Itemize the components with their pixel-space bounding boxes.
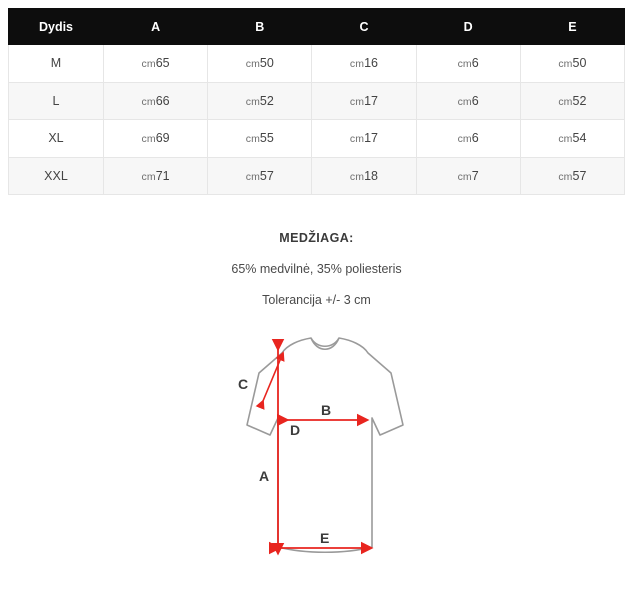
unit-label: cm [558,170,573,183]
column-header-c: C [312,9,416,45]
tshirt-outline [247,338,403,552]
cell-size: XL [9,120,104,158]
unit-label: cm [558,95,573,108]
cell-c [312,82,416,120]
value: 6 [471,56,479,71]
unit-label: cm [141,133,156,146]
unit-label: cm [245,133,260,146]
unit-label: cm [349,133,365,146]
value: 65 [155,56,170,71]
unit-label: cm [349,170,365,183]
cell-b [208,82,312,120]
value: 16 [364,56,379,71]
value: 6 [471,131,479,146]
unit-label: cm [457,95,472,108]
cell-d [416,82,520,120]
value: 7 [471,168,479,183]
size-table [8,8,625,195]
unit-label: cm [558,133,573,146]
unit-label: cm [141,58,156,71]
value: 52 [259,93,274,108]
unit-label: cm [349,95,365,108]
cell-d [416,157,520,195]
material-section [8,231,625,307]
cell-c [312,157,416,195]
unit-label: cm [141,95,156,108]
unit-label: cm [457,170,472,183]
unit-label: cm [245,58,260,71]
table-header-row [9,9,625,45]
cell-b [208,157,312,195]
column-header-d: D [416,9,520,45]
label-a: A [258,468,269,484]
column-header-e: E [520,9,624,45]
table-row [9,120,625,158]
cell-c [312,45,416,83]
material-composition: 65% medvilnė, 35% poliesteris [231,262,402,276]
cell-size: M [9,45,104,83]
value: 71 [155,168,170,183]
unit-label: cm [457,133,472,146]
size-table-body [9,45,625,195]
label-c: C [237,376,248,392]
unit-label: cm [141,170,156,183]
material-tolerance: Tolerancija +/- 3 cm [262,293,371,307]
cell-a [104,120,208,158]
value: 54 [572,131,587,146]
cell-e [520,120,624,158]
unit-label: cm [245,170,260,183]
cell-e [520,82,624,120]
cell-a [104,45,208,83]
value: 57 [572,168,587,183]
table-row [9,157,625,195]
value: 6 [471,93,479,108]
unit-label: cm [349,58,365,71]
cell-d [416,45,520,83]
cell-b [208,120,312,158]
cell-d [416,120,520,158]
tshirt-diagram-svg [175,315,475,577]
table-row [9,82,625,120]
label-e: E [319,530,329,546]
column-header-size: Dydis [9,9,104,45]
column-header-a: A [104,9,208,45]
cell-size: L [9,82,104,120]
cell-e [520,45,624,83]
cell-e [520,157,624,195]
cell-size: XXL [9,157,104,195]
column-header-b: B [208,9,312,45]
value: 17 [364,131,379,146]
cell-b [208,45,312,83]
unit-label: cm [245,95,260,108]
table-row [9,45,625,83]
value: 18 [364,168,379,183]
value: 69 [155,131,170,146]
measurement-diagram [8,315,633,585]
unit-label: cm [457,58,472,71]
cell-a [104,82,208,120]
size-table-head [9,9,625,45]
cell-c [312,120,416,158]
value: 50 [572,56,587,71]
label-b: B [320,402,331,418]
value: 66 [155,93,170,108]
unit-label: cm [558,58,573,71]
value: 50 [259,56,274,71]
cell-a [104,157,208,195]
value: 57 [259,168,274,183]
value: 17 [364,93,379,108]
value: 55 [259,131,274,146]
label-d: D [289,422,300,438]
value: 52 [572,93,587,108]
material-title: MEDŽIAGA: [279,231,354,245]
